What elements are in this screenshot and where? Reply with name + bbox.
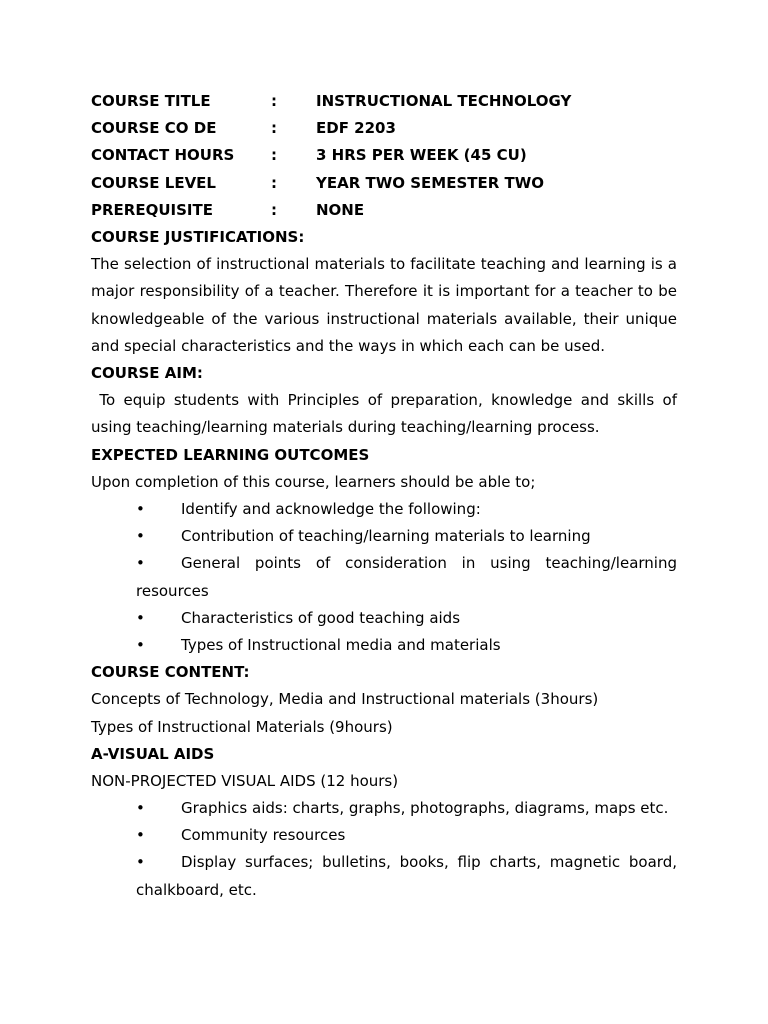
colon: : — [271, 200, 277, 219]
bullet-icon: • — [136, 527, 145, 546]
bullet-icon: • — [136, 635, 145, 654]
course-title-label: COURSE TITLE — [91, 92, 211, 110]
prerequisite-value: NONE — [316, 200, 365, 219]
content-heading: COURSE CONTENT: — [91, 663, 250, 682]
list-item — [91, 632, 677, 659]
contact-hours-value: 3 HRS PER WEEK (45 CU) — [316, 146, 527, 165]
contact-hours-label: CONTACT HOURS — [91, 146, 235, 165]
outcomes-intro: Upon completion of this course, learners should be able to; — [91, 472, 536, 491]
list-item — [91, 496, 677, 523]
aim-heading: COURSE AIM: — [91, 363, 203, 382]
colon: : — [271, 119, 277, 138]
list-item — [91, 795, 677, 822]
visual-aids-heading: A-VISUAL AIDS — [91, 744, 215, 763]
course-code-label: COURSE CO DE — [91, 119, 217, 138]
course-level-row — [91, 170, 677, 197]
course-code-row — [91, 115, 677, 142]
non-projected-heading: NON-PROJECTED VISUAL AIDS (12 hours) — [91, 771, 399, 790]
colon: : — [271, 146, 277, 165]
prerequisite-row — [91, 197, 677, 224]
outcomes-list — [91, 496, 677, 659]
list-item-text: Identify and acknowledge the following: — [181, 499, 481, 518]
colon: : — [271, 92, 277, 110]
bullet-icon: • — [136, 826, 145, 845]
course-level-value: YEAR TWO SEMESTER TWO — [316, 173, 545, 192]
list-item — [91, 822, 677, 849]
list-item-text: Community resources — [181, 826, 346, 845]
list-item — [91, 523, 677, 550]
content-line-concepts: Concepts of Technology, Media and Instructional materials (3hours) — [91, 690, 599, 709]
list-item-text: Characteristics of good teaching aids — [181, 608, 461, 627]
list-item-text: Contribution of teaching/learning materials to learning — [181, 527, 591, 546]
list-item-text: General points of consideration in using teaching/learning resources — [136, 554, 677, 600]
contact-hours-row — [91, 142, 677, 169]
colon: : — [271, 173, 277, 192]
list-item — [91, 849, 677, 903]
bullet-icon: • — [136, 608, 145, 627]
list-item-wrap — [136, 550, 677, 604]
course-title-row — [91, 88, 677, 115]
list-item-text: Display surfaces; bulletins, books, flip charts, magnetic board, chalkboard, etc. — [136, 853, 677, 899]
list-item-text: Types of Instructional media and materials — [181, 635, 501, 654]
prerequisite-label: PREREQUISITE — [91, 200, 213, 219]
justification-paragraph: The selection of instructional materials to facilitate teaching and learning is a major responsibility of a teacher. Therefore it is important for a teacher to be knowledgeable of the various instructional materials available, their unique and special characteristics and the ways in which each can be used. — [91, 255, 677, 355]
course-info-block — [91, 88, 677, 224]
aim-paragraph: To equip students with Principles of preparation, knowledge and skills of using teaching/learning materials during teaching/learning process. — [91, 391, 682, 437]
visual-aids-list — [91, 795, 677, 904]
bullet-icon: • — [136, 799, 145, 818]
course-level-label: COURSE LEVEL — [91, 173, 216, 192]
list-item — [91, 605, 677, 632]
content-line-types: Types of Instructional Materials (9hours) — [91, 717, 393, 736]
course-title-value: INSTRUCTIONAL TECHNOLOGY — [316, 92, 572, 110]
list-item-wrap — [136, 849, 677, 903]
list-item — [91, 550, 677, 604]
course-code-value: EDF 2203 — [316, 119, 396, 138]
bullet-icon: • — [136, 554, 145, 573]
outcomes-heading: EXPECTED LEARNING OUTCOMES — [91, 445, 370, 464]
bullet-icon: • — [136, 853, 145, 872]
justification-heading: COURSE JUSTIFICATIONS: — [91, 227, 305, 246]
list-item-text: Graphics aids: charts, graphs, photographs, diagrams, maps etc. — [181, 799, 669, 818]
bullet-icon: • — [136, 499, 145, 518]
